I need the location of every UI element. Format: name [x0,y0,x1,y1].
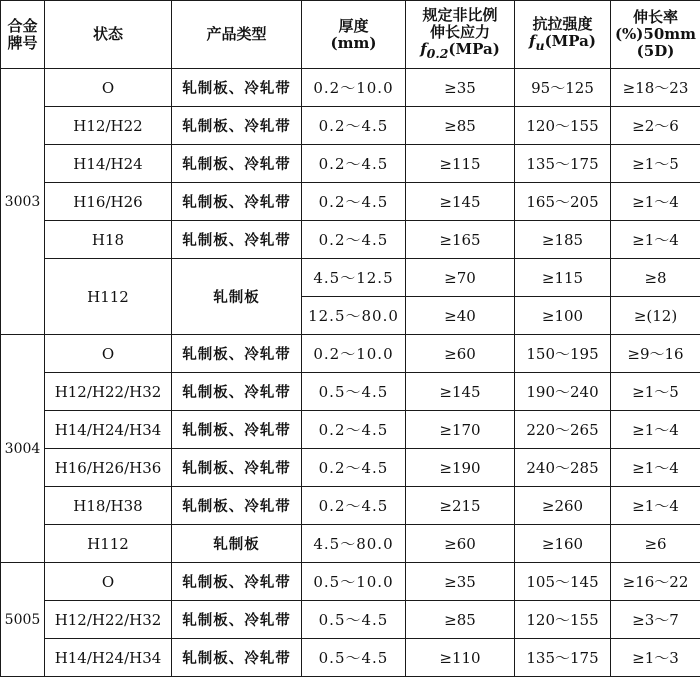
state-cell: H12/H22/H32 [45,373,172,411]
product-cell: 轧制板、冷轧带 [172,563,302,601]
elongation-cell: ≥1～4 [611,411,700,449]
table-row [1,563,700,601]
thickness-cell: 0.5～4.5 [302,601,406,639]
table-row [1,639,700,677]
tensile-cell: 190～240 [515,373,611,411]
header-yield-stress: 规定非比例 伸长应力 $f_{0.2}(MPa)$ [406,1,515,69]
table-row [1,335,700,373]
product-cell: 轧制板、冷轧带 [172,107,302,145]
yield-cell: ≥165 [406,221,515,259]
yield-cell: ≥70 [406,259,515,297]
product-cell: 轧制板、冷轧带 [172,411,302,449]
table-row [1,221,700,259]
yield-cell: ≥85 [406,107,515,145]
table-row [1,449,700,487]
product-cell: 轧制板、冷轧带 [172,183,302,221]
header-tensile-strength: 抗拉强度 $f_u(MPa)$ [515,1,611,69]
alloy-cell-3004: 3004 [1,335,45,563]
state-cell: H12/H22 [45,107,172,145]
header-elongation: 伸长率 (%)50mm (5D) [611,1,700,69]
elongation-cell: ≥(12) [611,297,700,335]
yield-cell: ≥170 [406,411,515,449]
yield-cell: ≥35 [406,69,515,107]
tensile-cell: ≥115 [515,259,611,297]
thickness-cell: 12.5～80.0 [302,297,406,335]
thickness-cell: 4.5～80.0 [302,525,406,563]
product-cell: 轧制板 [172,525,302,563]
thickness-cell: 0.5～4.5 [302,639,406,677]
elongation-cell: ≥1～4 [611,221,700,259]
table-row [1,69,700,107]
elongation-cell: ≥1～5 [611,373,700,411]
elongation-cell: ≥16～22 [611,563,700,601]
state-cell: H18/H38 [45,487,172,525]
elongation-cell: ≥18～23 [611,69,700,107]
state-cell: O [45,335,172,373]
product-cell: 轧制板、冷轧带 [172,601,302,639]
thickness-cell: 4.5～12.5 [302,259,406,297]
header-row [1,1,700,69]
yield-cell: ≥60 [406,525,515,563]
elongation-cell: ≥3～7 [611,601,700,639]
tensile-cell: 120～155 [515,107,611,145]
elongation-cell: ≥1～4 [611,487,700,525]
yield-cell: ≥85 [406,601,515,639]
yield-cell: ≥40 [406,297,515,335]
state-cell: H14/H24/H34 [45,411,172,449]
product-cell: 轧制板、冷轧带 [172,221,302,259]
thickness-cell: 0.2～4.5 [302,183,406,221]
yield-cell: ≥145 [406,183,515,221]
tensile-cell: 240～285 [515,449,611,487]
state-cell: O [45,563,172,601]
product-cell: 轧制板、冷轧带 [172,639,302,677]
table-row [1,525,700,563]
thickness-cell: 0.2～4.5 [302,107,406,145]
tensile-cell: 135～175 [515,145,611,183]
header-alloy: 合金 牌号 [1,1,45,69]
tensile-cell: ≥260 [515,487,611,525]
thickness-cell: 0.2～4.5 [302,487,406,525]
product-cell: 轧制板、冷轧带 [172,449,302,487]
tensile-cell: 150～195 [515,335,611,373]
elongation-cell: ≥6 [611,525,700,563]
product-cell: 轧制板、冷轧带 [172,69,302,107]
product-cell: 轧制板、冷轧带 [172,335,302,373]
table-row [1,487,700,525]
table-row [1,145,700,183]
state-cell: H112 [45,259,172,335]
yield-cell: ≥215 [406,487,515,525]
state-cell: O [45,69,172,107]
elongation-cell: ≥1～3 [611,639,700,677]
state-cell: H18 [45,221,172,259]
state-cell: H14/H24 [45,145,172,183]
thickness-cell: 0.2～10.0 [302,69,406,107]
thickness-cell: 0.2～4.5 [302,411,406,449]
elongation-cell: ≥1～4 [611,183,700,221]
yield-cell: ≥35 [406,563,515,601]
state-cell: H12/H22/H32 [45,601,172,639]
yield-cell: ≥190 [406,449,515,487]
tensile-cell: 105～145 [515,563,611,601]
product-cell: 轧制板、冷轧带 [172,145,302,183]
elongation-cell: ≥1～5 [611,145,700,183]
tensile-cell: 95～125 [515,69,611,107]
tensile-cell: 135～175 [515,639,611,677]
state-cell: H112 [45,525,172,563]
table-row [1,183,700,221]
thickness-cell: 0.5～10.0 [302,563,406,601]
tensile-cell: 120～155 [515,601,611,639]
yield-cell: ≥60 [406,335,515,373]
tensile-cell: ≥185 [515,221,611,259]
header-product: 产品类型 [172,1,302,69]
product-cell: 轧制板 [172,259,302,335]
thickness-cell: 0.2～4.5 [302,145,406,183]
tensile-cell: ≥160 [515,525,611,563]
yield-cell: ≥145 [406,373,515,411]
elongation-cell: ≥2～6 [611,107,700,145]
thickness-cell: 0.2～4.5 [302,221,406,259]
table-row [1,107,700,145]
elongation-cell: ≥9～16 [611,335,700,373]
state-cell: H14/H24/H34 [45,639,172,677]
table-row [1,601,700,639]
thickness-cell: 0.2～10.0 [302,335,406,373]
table-row [1,411,700,449]
header-thickness: 厚度 (mm) [302,1,406,69]
alloy-cell-5005: 5005 [1,563,45,677]
alloy-cell-3003: 3003 [1,69,45,335]
table-row [1,373,700,411]
yield-cell: ≥110 [406,639,515,677]
product-cell: 轧制板、冷轧带 [172,373,302,411]
yield-cell: ≥115 [406,145,515,183]
tensile-cell: 165～205 [515,183,611,221]
state-cell: H16/H26/H36 [45,449,172,487]
tensile-cell: 220～265 [515,411,611,449]
state-cell: H16/H26 [45,183,172,221]
elongation-cell: ≥1～4 [611,449,700,487]
tensile-cell: ≥100 [515,297,611,335]
thickness-cell: 0.5～4.5 [302,373,406,411]
thickness-cell: 0.2～4.5 [302,449,406,487]
header-state: 状态 [45,1,172,69]
table-row [1,259,700,297]
elongation-cell: ≥8 [611,259,700,297]
product-cell: 轧制板、冷轧带 [172,487,302,525]
